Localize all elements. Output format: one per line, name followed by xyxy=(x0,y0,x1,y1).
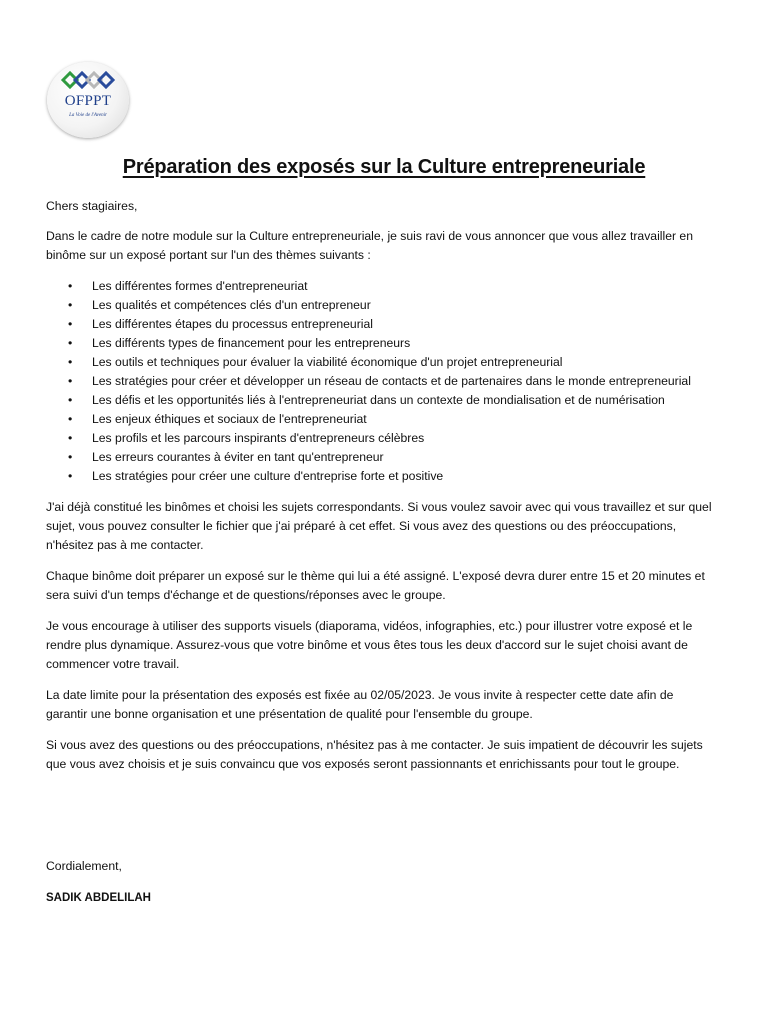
theme-item xyxy=(46,353,718,372)
themes-list xyxy=(46,277,718,486)
theme-text: Les stratégies pour créer une culture d'entreprise forte et positive xyxy=(92,469,444,483)
bullet-icon: • xyxy=(68,298,73,312)
theme-text: Les profils et les parcours inspirants d'entrepreneurs célèbres xyxy=(92,431,425,445)
contact-paragraph: Si vous avez des questions ou des préoccupations, n'hésitez pas à me contacter. Je suis impatient de découvrir les sujets que vous avez choisis et je suis convaincu que vos exposés seront passionnants et enrichissants pour tout le groupe. xyxy=(46,738,703,771)
theme-item xyxy=(46,315,718,334)
bullet-icon: • xyxy=(68,450,73,464)
document-title: Préparation des exposés sur la Culture entrepreneuriale xyxy=(122,156,646,178)
theme-item xyxy=(46,296,718,315)
visual-aids-paragraph: Je vous encourage à utiliser des supports visuels (diaporama, vidéos, infographies, etc.) pour illustrer votre exposé et le rendre plus dynamique. Assurez-vous que votre binôme et vous êtes tous les deux d'accord sur le sujet choisi avant de commencer votre travail. xyxy=(46,619,693,671)
bullet-icon: • xyxy=(68,336,73,350)
intro-paragraph: Dans le cadre de notre module sur la Culture entrepreneuriale, je suis ravi de vous annoncer que vous allez travailler en binôme sur un exposé portant sur l'un des thèmes suivants : xyxy=(46,229,693,262)
closing: Cordialement, xyxy=(46,859,122,873)
theme-text: Les outils et techniques pour évaluer la viabilité économique d'un projet entrepreneurial xyxy=(92,355,563,369)
logo-name: OFPPT xyxy=(64,93,112,109)
theme-text: Les différentes étapes du processus entrepreneurial xyxy=(92,317,373,331)
ofppt-logo xyxy=(47,62,129,138)
theme-text: Les différents types de financement pour les entrepreneurs xyxy=(92,336,411,350)
theme-item xyxy=(46,391,718,410)
theme-text: Les défis et les opportunités liés à l'entrepreneuriat dans un contexte de mondialisation et de numérisation xyxy=(92,393,665,407)
theme-item xyxy=(46,467,718,486)
greeting: Chers stagiaires, xyxy=(46,199,138,213)
signature: SADIK ABDELILAH xyxy=(46,892,151,904)
theme-text: Les erreurs courantes à éviter en tant qu'entrepreneur xyxy=(92,450,384,464)
bullet-icon: • xyxy=(68,412,73,426)
theme-text: Les stratégies pour créer et développer un réseau de contacts et de partenaires dans le monde entrepreneurial xyxy=(92,374,691,388)
duration-paragraph: Chaque binôme doit préparer un exposé sur le thème qui lui a été assigné. L'exposé devra durer entre 15 et 20 minutes et sera suivi d'un temps d'échange et de questions/réponses avec le groupe. xyxy=(46,569,705,602)
bullet-icon: • xyxy=(68,279,73,293)
bullet-icon: • xyxy=(68,431,73,445)
bullet-icon: • xyxy=(68,393,73,407)
bullet-icon: • xyxy=(68,355,73,369)
theme-item xyxy=(46,429,718,448)
theme-item xyxy=(46,448,718,467)
theme-item xyxy=(46,277,718,296)
theme-item xyxy=(46,410,718,429)
theme-item xyxy=(46,334,718,353)
deadline-paragraph: La date limite pour la présentation des exposés est fixée au 02/05/2023. Je vous invite à respecter cette date afin de garantir une bonne organisation et une présentation de qualité pour l'ensemble du groupe. xyxy=(46,688,674,721)
bullet-icon: • xyxy=(68,317,73,331)
theme-item xyxy=(46,372,718,391)
theme-text: Les qualités et compétences clés d'un entrepreneur xyxy=(92,298,371,312)
bullet-icon: • xyxy=(68,374,73,388)
logo-tagline: La Voie de l'Avenir xyxy=(69,113,107,118)
pairs-paragraph: J'ai déjà constitué les binômes et choisi les sujets correspondants. Si vous voulez savoir avec qui vous travaillez et sur quel sujet, vous pouvez consulter le fichier que j'ai préparé à cet effet. Si vous avez des questions ou des préoccupations, n'hésitez pas à me contacter. xyxy=(46,500,712,552)
letter-body xyxy=(46,197,718,786)
bullet-icon: • xyxy=(68,469,73,483)
theme-text: Les différentes formes d'entrepreneuriat xyxy=(92,279,308,293)
theme-text: Les enjeux éthiques et sociaux de l'entrepreneuriat xyxy=(92,412,367,426)
